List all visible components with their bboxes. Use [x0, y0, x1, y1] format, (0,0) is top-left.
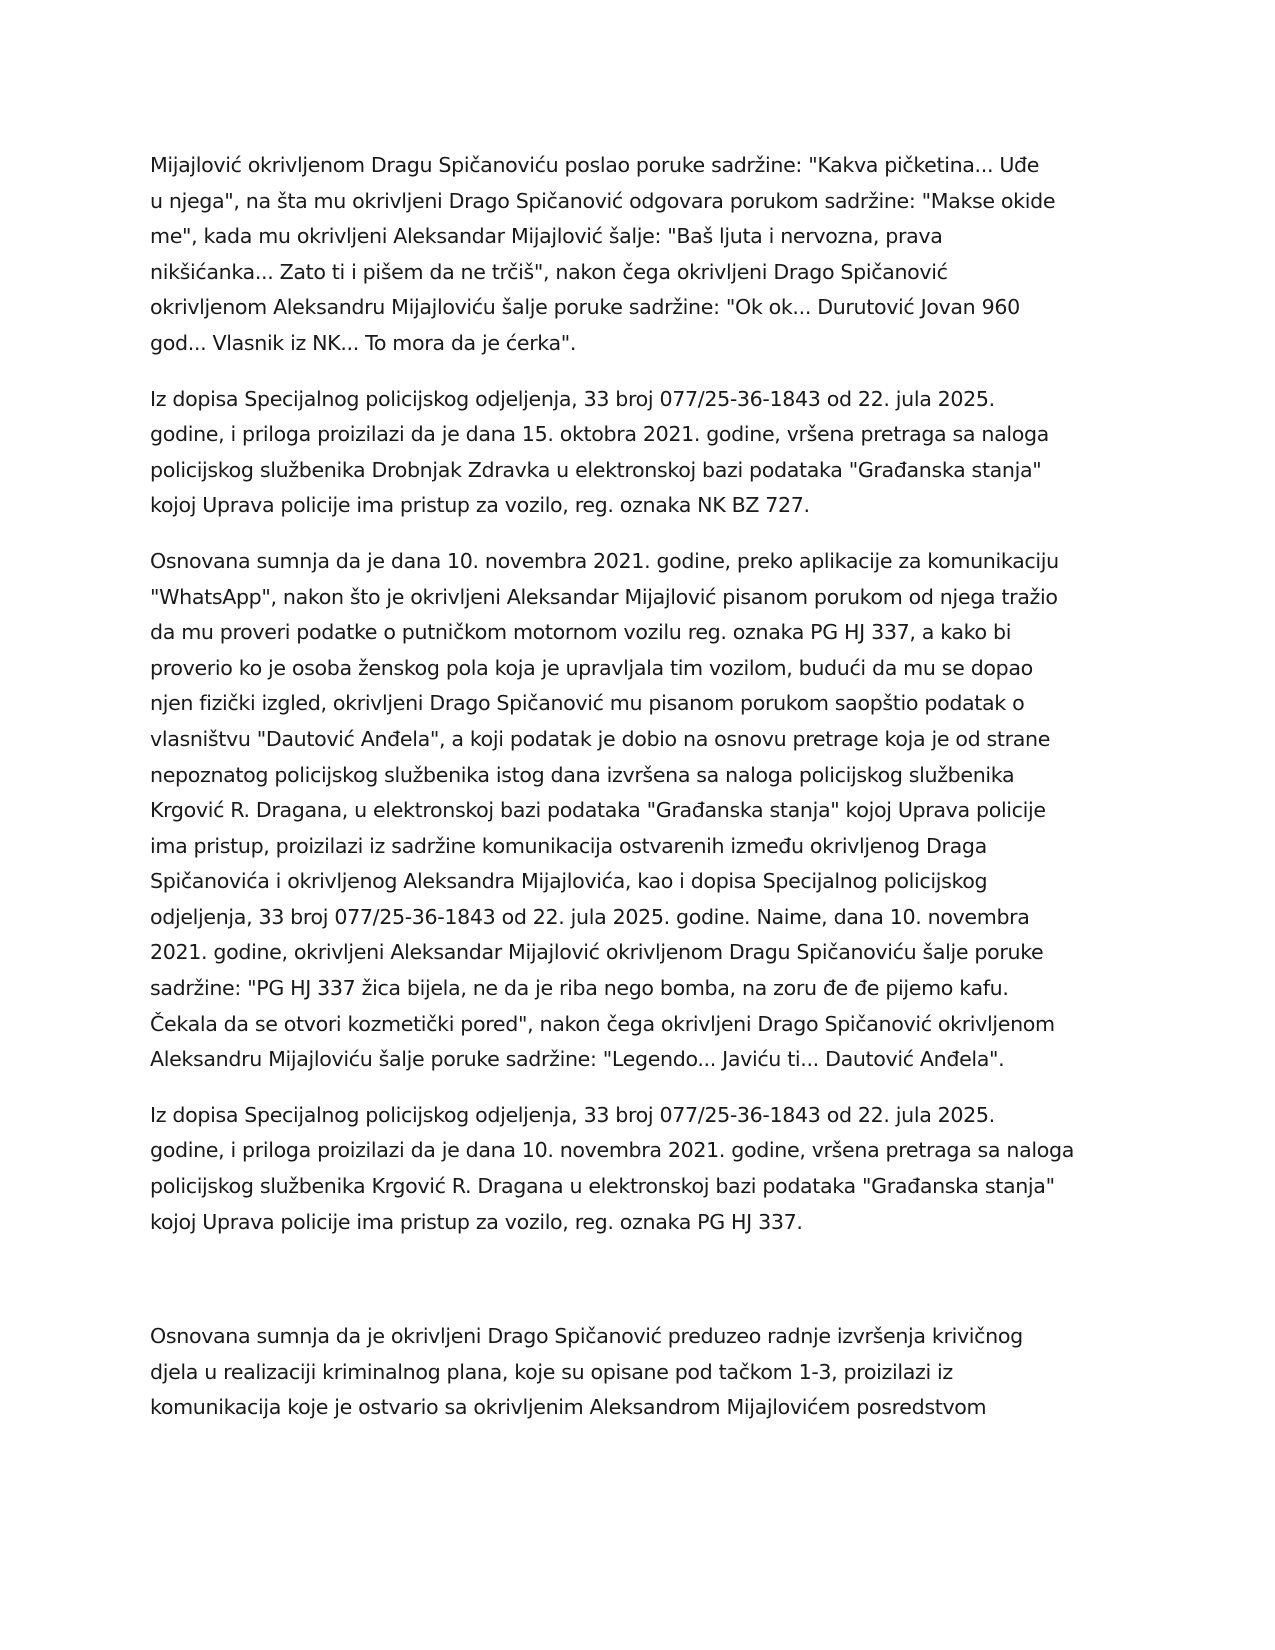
text-line: Krgović R. Dragana, u elektronskoj bazi podataka "Građanska stanja" kojoj Uprava policije: [150, 798, 1046, 823]
text-line: djela u realizaciji kriminalnog plana, koje su opisane pod tačkom 1-3, proizilazi iz: [150, 1359, 953, 1384]
paragraph-1: [150, 148, 1132, 362]
text-line: ima pristup, proizilazi iz sadržine komunikacija ostvarenih između okrivljenog Draga: [150, 833, 987, 858]
text-line: sadržine: "PG HJ 337 žica bijela, ne da je riba nego bomba, na zoru đe đe pijemo kafu.: [150, 976, 1009, 1001]
text-line: nikšićanka... Zato ti i pišem da ne trčiš", nakon čega okrivljeni Drago Spičanović: [150, 259, 948, 284]
text-line: proverio ko je osoba ženskog pola koja je upravljala tim vozilom, budući da mu se dopao: [150, 655, 1033, 680]
paragraph-5: [150, 1319, 1132, 1426]
text-line: Osnovana sumnja da je dana 10. novembra 2021. godine, preko aplikacije za komunikaciju: [150, 548, 1059, 573]
text-line: policijskog službenika Drobnjak Zdravka u elektronskoj bazi podataka "Građanska stanja": [150, 457, 1042, 482]
text-line: da mu proveri podatke o putničkom motornom vozilu reg. oznaka PG HJ 337, a kako bi: [150, 620, 1012, 645]
text-line: Aleksandru Mijajloviću šalje poruke sadržine: "Legendo... Javiću ti... Dautović Anđela".: [150, 1047, 1005, 1072]
text-line: komunikacija koje je ostvario sa okrivljenim Aleksandrom Mijajlovićem posredstvom: [150, 1395, 987, 1420]
text-line: Osnovana sumnja da je okrivljeni Drago Spičanović preduzeo radnje izvršenja krivičnog: [150, 1324, 1023, 1349]
section-gap: [150, 1260, 1132, 1319]
text-line: okrivljenom Aleksandru Mijajloviću šalje poruke sadržine: "Ok ok... Durutović Jovan 960: [150, 295, 1020, 320]
text-line: Iz dopisa Specijalnog policijskog odjeljenja, 33 broj 077/25-36-1843 od 22. jula 2025.: [150, 1102, 995, 1127]
text-line: kojoj Uprava policije ima pristup za vozilo, reg. oznaka NK BZ 727.: [150, 493, 810, 518]
text-line: vlasništvu "Dautović Anđela", a koji podatak je dobio na osnovu pretrage koja je od strane: [150, 726, 1051, 751]
text-line: godine, i priloga proizilazi da je dana 15. oktobra 2021. godine, vršena pretraga sa naloga: [150, 422, 1049, 447]
text-line: nepoznatog policijskog službenika istog dana izvršena sa naloga policijskog službenika: [150, 762, 1015, 787]
text-line: odjeljenja, 33 broj 077/25-36-1843 od 22. jula 2025. godine. Naime, dana 10. novembra: [150, 904, 1030, 929]
text-line: godine, i priloga proizilazi da je dana 10. novembra 2021. godine, vršena pretraga sa naloga: [150, 1138, 1074, 1163]
paragraph-2: [150, 382, 1132, 524]
text-line: Iz dopisa Specijalnog policijskog odjeljenja, 33 broj 077/25-36-1843 od 22. jula 2025.: [150, 386, 995, 411]
text-line: "WhatsApp", nakon što je okrivljeni Aleksandar Mijajlović pisanom porukom od njega tražio: [150, 584, 1058, 609]
text-line: policijskog službenika Krgović R. Dragana u elektronskoj bazi podataka "Građanska stanja": [150, 1174, 1055, 1199]
text-line: Čekala da se otvori kozmetički pored", nakon čega okrivljeni Drago Spičanović okrivljenom: [150, 1011, 1055, 1036]
text-line: Spičanovića i okrivljenog Aleksandra Mijajlovića, kao i dopisa Specijalnog policijskog: [150, 869, 988, 894]
paragraph-4: [150, 1098, 1132, 1240]
paragraph-3: [150, 544, 1132, 1078]
text-line: kojoj Uprava policije ima pristup za vozilo, reg. oznaka PG HJ 337.: [150, 1209, 803, 1234]
text-line: Mijajlović okrivljenom Dragu Spičanoviću poslao poruke sadržine: "Kakva pičketina... Uđe: [150, 153, 1040, 177]
document-page: [150, 148, 1132, 1446]
text-line: god... Vlasnik iz NK... To mora da je ćerka".: [150, 330, 577, 355]
text-line: u njega", na šta mu okrivljeni Drago Spičanović odgovara porukom sadržine: "Makse okide: [150, 188, 1056, 213]
text-line: me", kada mu okrivljeni Aleksandar Mijajlović šalje: "Baš ljuta i nervozna, prava: [150, 224, 943, 249]
text-line: 2021. godine, okrivljeni Aleksandar Mijajlović okrivljenom Dragu Spičanoviću šalje poruke: [150, 940, 1044, 965]
text-line: njen fizički izgled, okrivljeni Drago Spičanović mu pisanom porukom saopštio podatak o: [150, 691, 1025, 716]
